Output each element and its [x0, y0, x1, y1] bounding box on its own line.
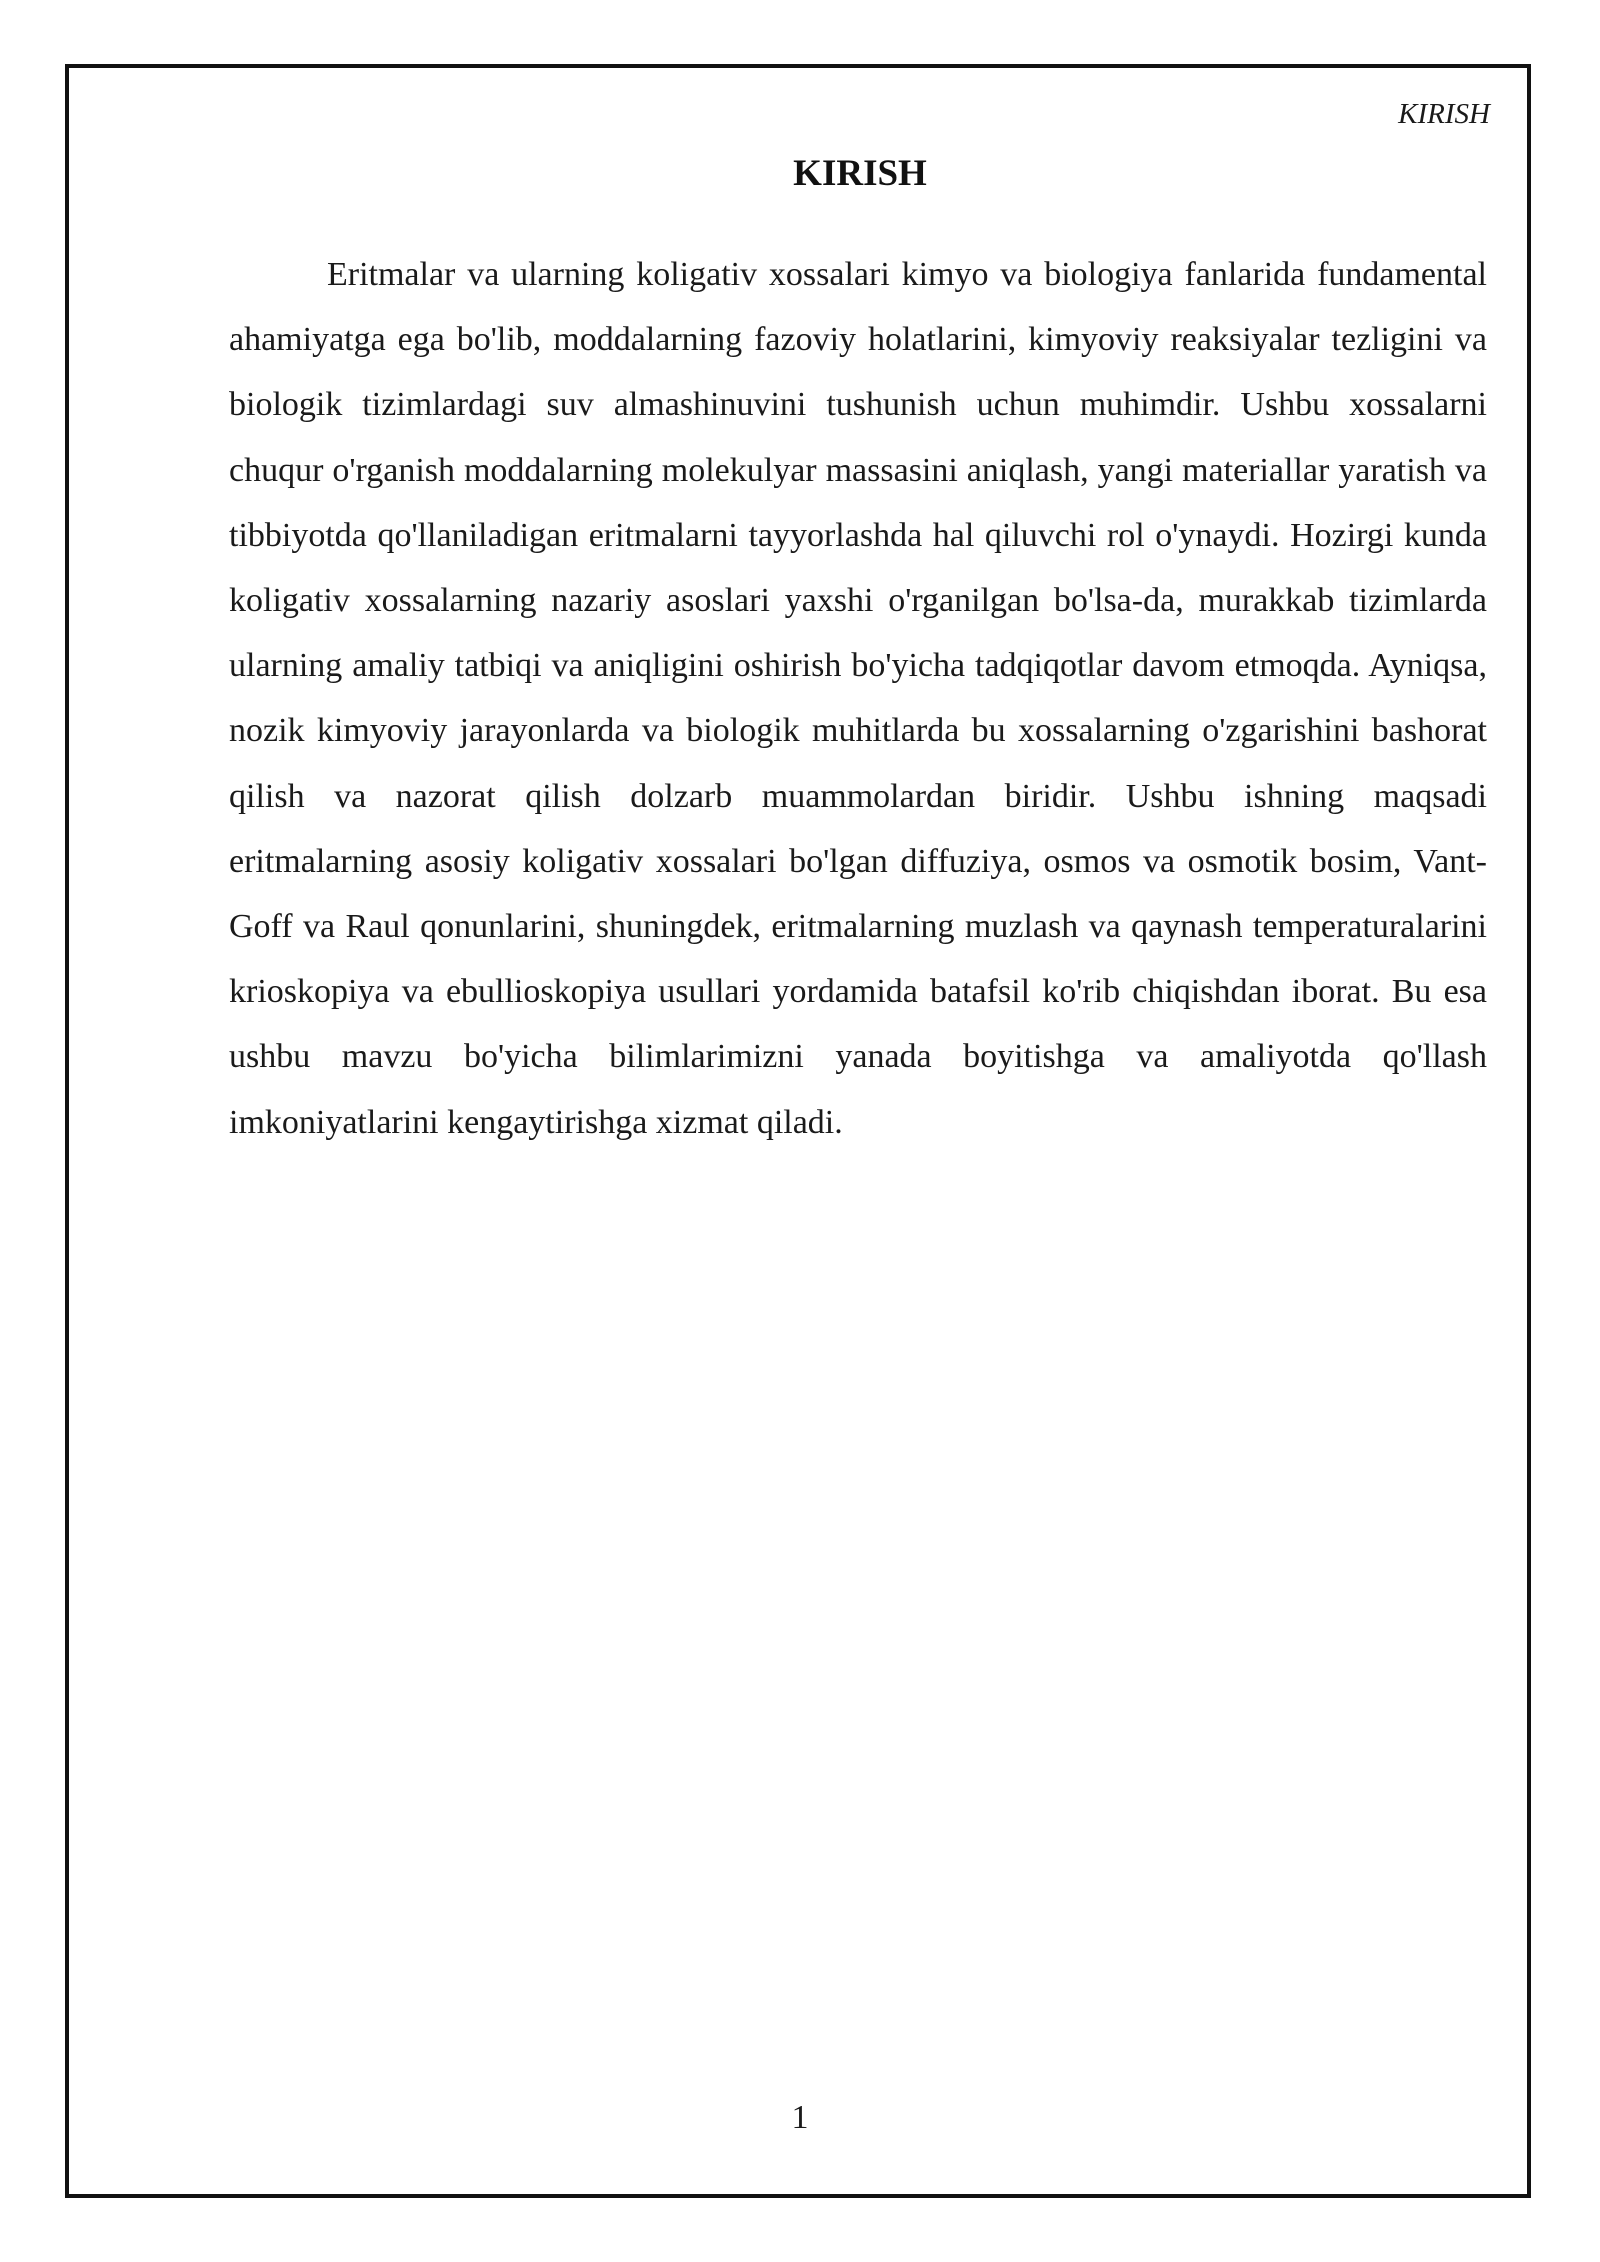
running-header: KIRISH [1398, 98, 1490, 130]
page-number: 1 [791, 2099, 809, 2136]
introduction-paragraph: Eritmalar va ularning koligativ xossalari kimyo va biologiya fanlarida fundamental ahamiyatga ega bo'lib, moddalarning fazoviy holatlarini, kimyoviy reaksiyalar tezligini va biologik tizimlardagi suv almashinuvini tushunish uchun muhimdir. Ushbu xossalarni chuqur o'rganish moddalarning molekulyar massasini aniqlash, yangi materiallar yaratish va tibbiyotda qo'llaniladigan eritmalarni tayyorlashda hal qiluvchi rol o'ynaydi. Hozirgi kunda koligativ xossalarning nazariy asoslari yaxshi o'rganilgan bo'lsa-da, murakkab tizimlarda ularning amaliy tatbiqi va aniqligini oshirish bo'yicha tadqiqotlar davom etmoqda. Ayniqsa, nozik kimyoviy jarayonlarda va biologik muhitlarda bu xossalarning o'zgarishini bashorat qilish va nazorat qilish dolzarb muammolardan biridir. Ushbu ishning maqsadi eritmalarning asosiy koligativ xossalari bo'lgan diffuziya, osmos va osmotik bosim, Vant-Goff va Raul qonunlarini, shuningdek, eritmalarning muzlash va qaynash temperaturalarini krioskopiya va ebullioskopiya usullari yordamida batafsil ko'rib chiqishdan iborat. Bu esa ushbu mavzu bo'yicha bilimlarimizni yanada boyitishga va amaliyotda qo'llash imkoniyatlarini kengaytirishga xizmat qiladi. [229, 256, 1487, 1141]
page-title: KIRISH [793, 153, 927, 194]
